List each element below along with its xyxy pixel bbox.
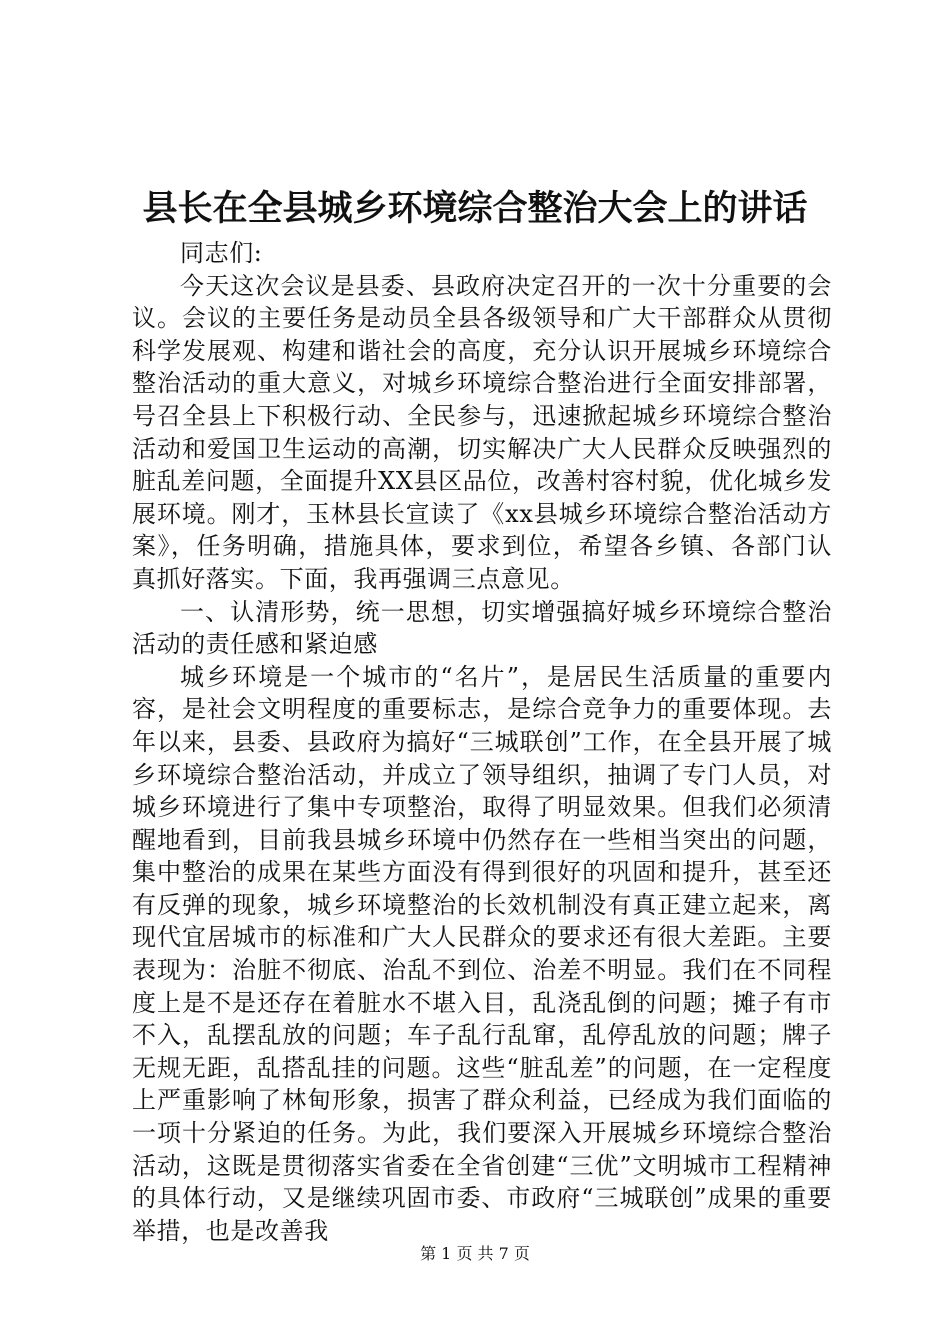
page-number-footer: 第 1 页 共 7 页 [420, 1244, 530, 1263]
paragraph-intro: 今天这次会议是县委、县政府决定召开的一次十分重要的会议。会议的主要任务是动员全县各级领导和广大干部群众从贯彻科学发展观、构建和谐社会的高度，充分认识开展城乡环境综合整治活动的重大意义，对城乡环境综合整治进行全面安排部署，号召全县上下积极行动、全民参与，迅速掀起城乡环境综合整治活动和爱国卫生运动的高潮，切实解决广大人民群众反映强烈的脏乱差问题，全面提升XX县区品位，改善村容村貌，优化城乡发展环境。刚才，玉林县长宣读了《xx县城乡环境综合整治活动方案》，任务明确，措施具体，要求到位，希望各乡镇、各部门认真抓好落实。下面，我再强调三点意见。 [132, 271, 832, 593]
section-heading-1: 一、认清形势，统一思想，切实增强搞好城乡环境综合整治活动的责任感和紧迫感 [132, 597, 832, 659]
paragraph-section-1: 城乡环境是一个城市的“名片”，是居民生活质量的重要内容，是社会文明程度的重要标志，是综合竞争力的重要体现。去年以来，县委、县政府为搞好“三城联创”工作，在全县开展了城乡环境综合整治活动，并成立了领导组织，抽调了专门人员，对城乡环境进行了集中专项整治，取得了明显效果。但我们必须清醒地看到，目前我县城乡环境中仍然存在一些相当突出的问题，集中整治的成果在某些方面没有得到很好的巩固和提升，甚至还有反弹的现象，城乡环境整治的长效机制没有真正建立起来，离现代宜居城市的标准和广大人民群众的要求还有很大差距。主要表现为：治脏不彻底、治乱不到位、治差不明显。我们在不同程度上是不是还存在着脏水不堪入目，乱浇乱倒的问题；摊子有市不入，乱摆乱放的问题；车子乱行乱窜，乱停乱放的问题；牌子无规无距，乱搭乱挂的问题。这些“脏乱差”的问题，在一定程度上严重影响了林甸形象，损害了群众利益，已经成为我们面临的一项十分紧迫的任务。为此，我们要深入开展城乡环境综合整治活动，这既是贯彻落实省委在全省创建“三优”文明城市工程精神的具体行动，又是继续巩固市委、市政府“三城联创”成果的重要举措，也是改善我 [132, 662, 832, 1245]
salutation: 同志们: [180, 239, 263, 267]
document-body [132, 237, 832, 1247]
document-title: 县长在全县城乡环境综合整治大会上的讲话 [142, 188, 808, 229]
